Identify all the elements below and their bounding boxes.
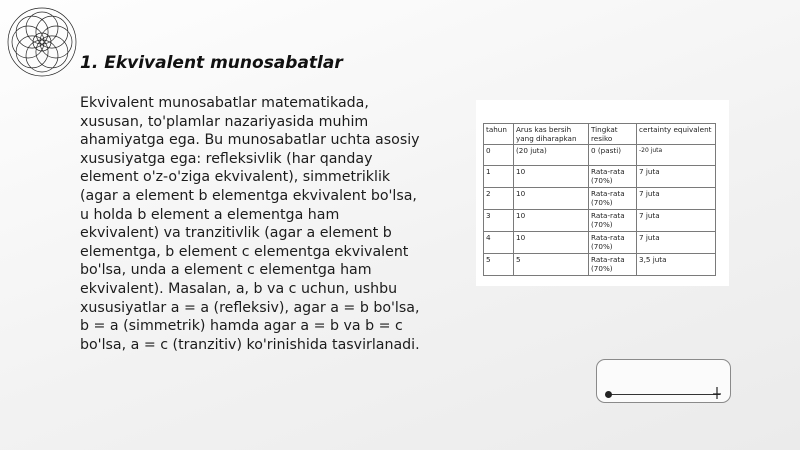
table-cell: 5 <box>514 254 589 276</box>
table-cell: Rata-rata (70%) <box>589 188 637 210</box>
table-cell: 0 (pasti) <box>589 145 637 166</box>
geometric-rosette-logo-icon <box>4 4 80 80</box>
header-cell-certainty-equivalent: certainty equivalent <box>637 124 716 145</box>
table-cell: Rata-rata (70%) <box>589 166 637 188</box>
table-cell: 10 <box>514 188 589 210</box>
slider-control[interactable] <box>596 359 731 403</box>
table-cell: 3,5 juta <box>637 254 716 276</box>
table-cell: 3 <box>484 210 514 232</box>
table-image <box>476 100 729 286</box>
table-row <box>484 210 716 232</box>
table-row <box>484 166 716 188</box>
table-cell: 7 juta <box>637 210 716 232</box>
table-cell: 10 <box>514 210 589 232</box>
body-paragraph: Ekvivalent munosabatlar matematikada, xususan, to'plamlar nazariyasida muhim ahamiyatga ega. Bu munosabatlar uchta asosiy xususiyatga ega: refleksivlik (har qanday element o'z-o'ziga ekvivalent), simmetriklik (agar a element b elementga ekvivalent bo'lsa, u holda b element a elementga ham ekvivalent) va tranzitivlik (agar a element b elementga, b element c elementga ekvivalent bo'lsa, unda a element c elementga ham ekvivalent). Masalan, a, b va c uchun, ushbu xususiyatlar a = a (refleksiv), agar a = b bo'lsa, b = a (simmetrik) hamda agar a = b va b = c bo'lsa, a = c (tranzitiv) ko'rinishida tasvirlanadi. <box>80 95 420 353</box>
table-cell: 7 juta <box>637 188 716 210</box>
table-cell: Rata-rata (70%) <box>589 210 637 232</box>
table-header-row <box>484 124 716 145</box>
table-cell: Rata-rata (70%) <box>589 254 637 276</box>
table-cell: 10 <box>514 166 589 188</box>
data-table <box>483 123 716 276</box>
table-cell: 5 <box>484 254 514 276</box>
slider-handle[interactable] <box>605 391 612 398</box>
table-cell: Rata-rata (70%) <box>589 232 637 254</box>
plus-icon[interactable] <box>712 386 722 400</box>
table-row <box>484 188 716 210</box>
table-cell: 7 juta <box>637 166 716 188</box>
header-cell-cash-flow: Arus kas bersih yang diharapkan <box>514 124 589 145</box>
table-cell: 0 <box>484 145 514 166</box>
table-row <box>484 254 716 276</box>
slider-track[interactable] <box>608 394 720 395</box>
table-cell: -20 juta <box>637 145 716 166</box>
table-cell: 7 juta <box>637 232 716 254</box>
table-row <box>484 232 716 254</box>
table-cell: (20 juta) <box>514 145 589 166</box>
header-cell-year: tahun <box>484 124 514 145</box>
table-cell: 2 <box>484 188 514 210</box>
table-cell: 10 <box>514 232 589 254</box>
header-cell-risk: Tingkat resiko <box>589 124 637 145</box>
table-cell: 4 <box>484 232 514 254</box>
table-cell: 1 <box>484 166 514 188</box>
table-row <box>484 145 716 166</box>
section-heading: 1. Ekvivalent munosabatlar <box>80 53 343 73</box>
